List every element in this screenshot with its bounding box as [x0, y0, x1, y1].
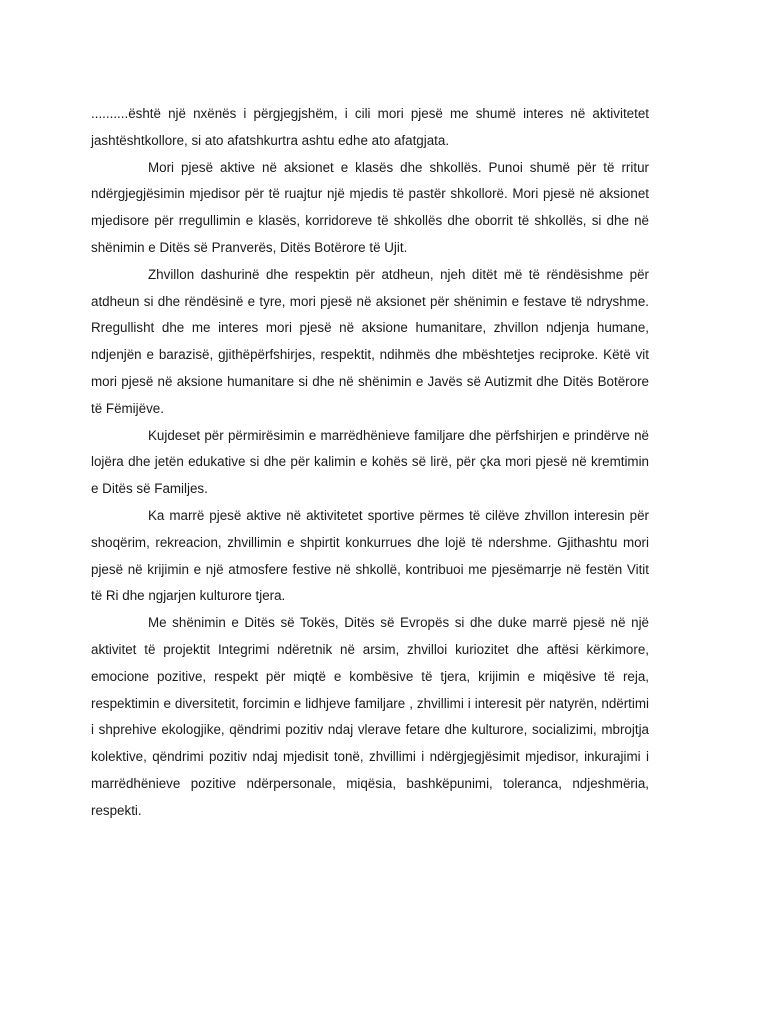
document-body	[91, 101, 649, 825]
paragraph-school-actions: Mori pjesë aktive në aksionet e klasës dhe shkollës. Punoi shumë për të rritur ndërgjegjësimin mjedisor për të ruajtur një mjedis të pastër shkollorë. Mori pjesë në aksionet mjedisore për rregullimin e klasës, korridoreve të shkollës dhe oborrit të shkollës, si dhe në shënimin e Ditës së Pranverës, Ditës Botërore të Ujit.	[91, 159, 649, 255]
paragraph-homeland: Zhvillon dashurinë dhe respektin për atdheun, njeh ditët më të rëndësishme për atdheun si dhe rëndësinë e tyre, mori pjesë në aksionet për shënimin e festave të ndryshme. Rregullisht dhe me interes mori pjesë në aksione humanitare, zhvillon ndjenja humane, ndjenjën e barazisë, gjithëpërfshirjes, respektit, ndihmës dhe mbështetjes reciproke. Këtë vit mori pjesë në aksione humanitare si dhe në shënimin e Javës së Autizmit dhe Ditës Botërore të Fëmijëve.	[91, 266, 649, 416]
paragraph-family: Kujdeset për përmirësimin e marrëdhënieve familjare dhe përfshirjen e prindërve në lojëra dhe jetën edukative si dhe për kalimin e kohës së lirë, për çka mori pjesë në kremtimin e Ditës së Familjes.	[91, 427, 649, 497]
paragraph-sports: Ka marrë pjesë aktive në aktivitetet sportive përmes të cilëve zhvillon interesin për shoqërim, rekreacion, zhvillimin e shpirtit konkurrues dhe lojë të ndershme. Gjithashtu mori pjesë në krijimin e një atmosfere festive në shkollë, kontribuoi me pjesëmarrje në festën Vitit të Ri dhe ngjarjen kulturore tjera.	[91, 507, 649, 604]
paragraph-intro: ..........është një nxënës i përgjegjshëm, i cili mori pjesë me shumë interes në aktivitetet jashtështkollore, si ato afatshkurtra ashtu edhe ato afatgjata.	[91, 106, 649, 148]
paragraph-earth-day: Me shënimin e Ditës së Tokës, Ditës së Evropës si dhe duke marrë pjesë në një aktivitet të projektit Integrimi ndëretnik në arsim, zhvilloi kuriozitet dhe aftësi kërkimore, emocione pozitive, respekt për miqtë e kombësive të tjera, krijimin e miqësive të reja, respektimin e diversitetit, forcimin e lidhjeve familjare , zhvillimi i interesit për natyrën, ndërtimi i shprehive ekologjike, qëndrimi pozitiv ndaj vlerave fetare dhe kulturore, socializimi, mbrojtja kolektive, qëndrimi pozitiv ndaj mjedisit tonë, zhvillimi i ndërgjegjësimit mjedisor, inkurajimi i marrëdhënieve pozitive ndërpersonale, miqësia, bashkëpunimi, toleranca, ndjeshmëria, respekti.	[91, 615, 649, 818]
